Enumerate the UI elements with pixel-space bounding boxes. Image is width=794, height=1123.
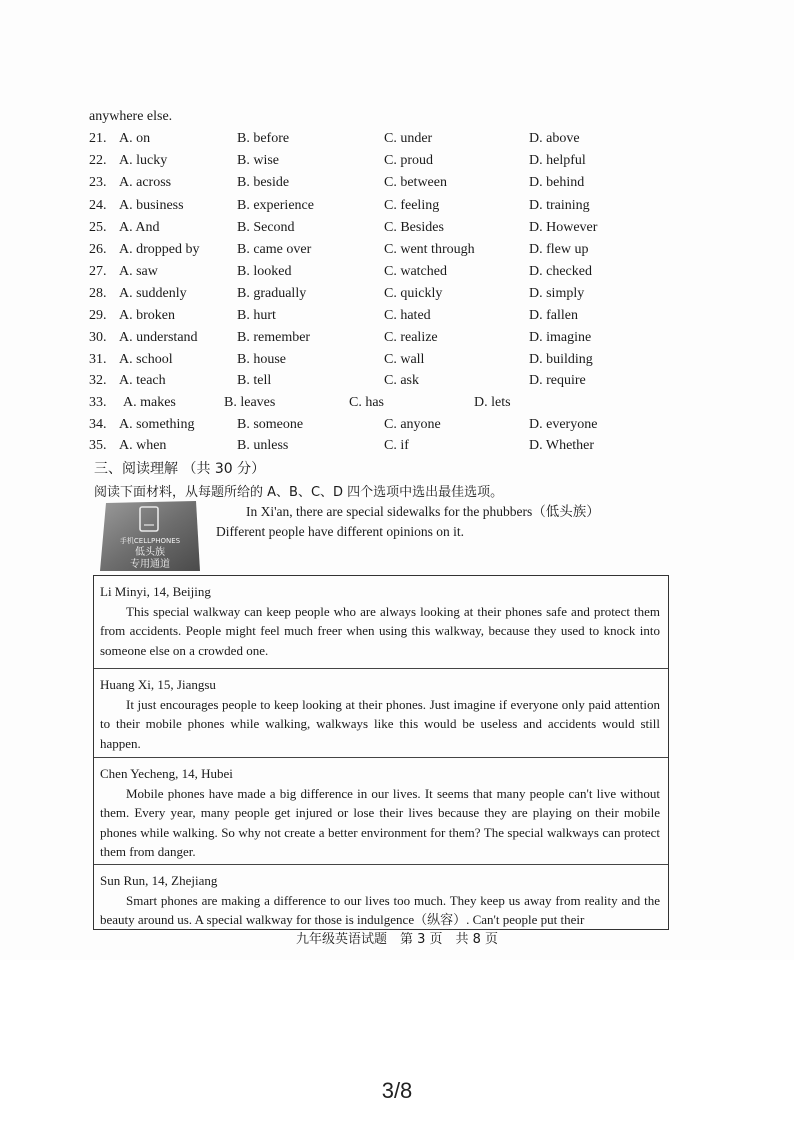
question-number: 24.: [89, 198, 107, 213]
intro-line-1: In Xi'an, there are special sidewalks for the phubbers（低头族）: [246, 504, 600, 519]
option-b: B. leaves: [224, 395, 276, 410]
option-a: A. on: [119, 131, 151, 146]
option-row: [89, 198, 689, 220]
option-d: D. fallen: [529, 308, 578, 323]
option-row: [89, 153, 689, 175]
option-row: [89, 308, 689, 330]
option-a: A. And: [119, 220, 160, 235]
option-d: D. lets: [474, 395, 511, 410]
page-indicator: 3/8: [381, 1078, 413, 1103]
option-a: A. teach: [119, 373, 166, 388]
option-b: B. unless: [237, 438, 289, 453]
option-b: B. remember: [237, 330, 311, 345]
option-b: B. someone: [237, 417, 304, 432]
option-b: B. came over: [237, 242, 312, 257]
option-d: D. flew up: [529, 242, 589, 257]
option-d: D. everyone: [529, 417, 598, 432]
passage-intro: [216, 502, 600, 542]
opinion-block: [94, 576, 668, 668]
question-number: 32.: [89, 373, 107, 388]
option-b: B. gradually: [237, 286, 307, 301]
option-row: [89, 264, 689, 286]
question-number: 26.: [89, 242, 107, 257]
question-number: 25.: [89, 220, 107, 235]
option-a: A. something: [119, 417, 195, 432]
option-a: A. school: [119, 352, 173, 367]
option-d: D. checked: [529, 264, 592, 279]
option-c: C. anyone: [384, 417, 441, 432]
intro-line-2: Different people have different opinions on it.: [216, 524, 465, 539]
option-row: [89, 438, 689, 460]
question-number: 21.: [89, 131, 107, 146]
question-number: 33.: [89, 395, 107, 410]
sign-text-line1: 手机CELLPHONES: [119, 537, 181, 545]
option-b: B. house: [237, 352, 286, 367]
option-b: B. experience: [237, 198, 314, 213]
phubber-sidewalk-sign-photo: [100, 501, 200, 571]
option-a: A. when: [119, 438, 167, 453]
option-c: C. if: [384, 438, 409, 453]
opinion-author: Li Minyi, 14, Beijing: [100, 584, 211, 599]
question-number: 22.: [89, 153, 107, 168]
option-b: B. wise: [237, 153, 279, 168]
option-row: [89, 417, 689, 439]
question-number: 27.: [89, 264, 107, 279]
option-d: D. Whether: [529, 438, 595, 453]
opinion-author: Chen Yecheng, 14, Hubei: [100, 766, 233, 781]
option-d: D. require: [529, 373, 586, 388]
page-footer: 九年级英语试题 第 3 页 共 8 页: [295, 932, 499, 947]
question-number: 29.: [89, 308, 107, 323]
option-c: C. Besides: [384, 220, 444, 235]
option-b: B. Second: [237, 220, 295, 235]
option-row: [89, 373, 689, 395]
lead-text: anywhere else.: [89, 109, 173, 124]
opinion-text: This special walkway can keep people who are always looking at their phones safe and protect them from accidents. People might feel much freer when using this walkway, because they used to knock into someone else on a crowded one.: [100, 603, 660, 658]
option-c: C. realize: [384, 330, 438, 345]
opinions-table: [93, 575, 669, 930]
question-number: 30.: [89, 330, 107, 345]
question-number: 35.: [89, 438, 107, 453]
option-d: D. However: [529, 220, 598, 235]
option-row: [89, 131, 689, 153]
option-d: D. simply: [529, 286, 585, 301]
opinion-block: [94, 757, 668, 864]
option-row: [89, 220, 689, 242]
option-d: D. behind: [529, 175, 585, 190]
option-row: [89, 175, 689, 197]
option-b: B. hurt: [237, 308, 276, 323]
option-d: D. helpful: [529, 153, 586, 168]
option-b: B. beside: [237, 175, 290, 190]
option-a: A. saw: [119, 264, 158, 279]
option-c: C. went through: [384, 242, 475, 257]
sign-text-line3: 专用通道: [130, 559, 170, 570]
option-a: A. broken: [119, 308, 175, 323]
option-row: [89, 286, 689, 308]
opinion-text: It just encourages people to keep looking at their phones. Just imagine if everyone only paid attention to their mobile phones while walking, walkways like this would be useless and accidents would still happen.: [100, 696, 660, 751]
opinion-text: Smart phones are making a difference to our lives too much. They keep us away from reality and the beauty around us. A special walkway for those is indulgence（纵容）. Can't people put their: [100, 892, 660, 927]
opinion-block: [94, 864, 668, 929]
option-c: C. feeling: [384, 198, 440, 213]
option-d: D. imagine: [529, 330, 592, 345]
option-c: C. between: [384, 175, 447, 190]
question-number: 23.: [89, 175, 107, 190]
option-row: [89, 395, 689, 417]
option-a: A. makes: [123, 395, 176, 410]
option-a: A. understand: [119, 330, 198, 345]
option-b: B. looked: [237, 264, 292, 279]
option-a: A. dropped by: [119, 242, 200, 257]
opinion-text: Mobile phones have made a big difference in our lives. It seems that many people can't live without them. Every year, many people get injured or lose their lives because they are playing on their mobile phones while walking. So why not create a better environment for them? The special walkways can protect them from danger.: [100, 785, 660, 859]
option-c: C. ask: [384, 373, 419, 388]
sign-text-line2: 低头族: [135, 547, 165, 558]
option-row: [89, 242, 689, 264]
opinion-author: Sun Run, 14, Zhejiang: [100, 873, 218, 888]
option-d: D. above: [529, 131, 580, 146]
option-row: [89, 352, 689, 374]
option-c: C. watched: [384, 264, 447, 279]
opinion-block: [94, 668, 668, 757]
opinion-author: Huang Xi, 15, Jiangsu: [100, 677, 216, 692]
question-number: 28.: [89, 286, 107, 301]
instruction-text: 阅读下面材料，从每题所给的 A、B、C、D 四个选项中选出最佳选项。: [94, 485, 504, 500]
option-c: C. proud: [384, 153, 433, 168]
option-b: B. before: [237, 131, 290, 146]
question-number: 31.: [89, 352, 107, 367]
option-d: D. building: [529, 352, 593, 367]
option-c: C. under: [384, 131, 433, 146]
option-a: A. suddenly: [119, 286, 187, 301]
option-c: C. has: [349, 395, 384, 410]
option-c: C. quickly: [384, 286, 443, 301]
question-number: 34.: [89, 417, 107, 432]
option-d: D. training: [529, 198, 590, 213]
option-a: A. business: [119, 198, 184, 213]
option-b: B. tell: [237, 373, 272, 388]
section-title: 三、阅读理解 （共 30 分）: [94, 461, 266, 477]
option-c: C. hated: [384, 308, 431, 323]
option-row: [89, 330, 689, 352]
option-c: C. wall: [384, 352, 425, 367]
option-a: A. lucky: [119, 153, 168, 168]
option-a: A. across: [119, 175, 172, 190]
